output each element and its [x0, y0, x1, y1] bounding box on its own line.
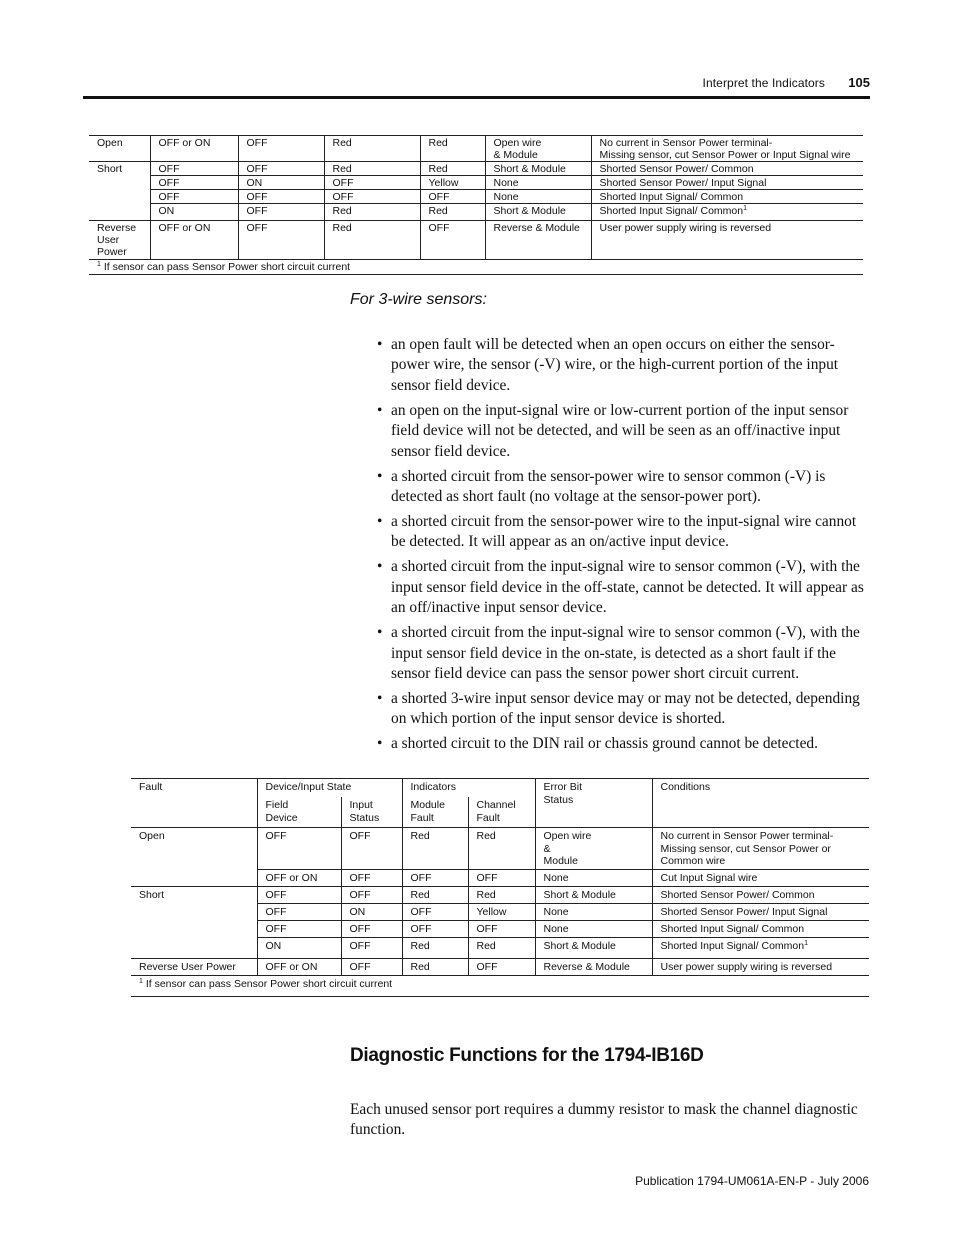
- footnote-mark: 1: [97, 261, 101, 268]
- body-paragraph: Each unused sensor port requires a dummy resistor to mask the channel diagnostic function.: [350, 1101, 858, 1139]
- table-cell: Short & Module: [535, 887, 652, 904]
- list-item: [377, 557, 872, 618]
- footnote-ref: 1: [804, 940, 808, 947]
- table-cell: ON: [341, 904, 402, 921]
- table-cell: Red: [402, 887, 468, 904]
- table-cell: ON: [150, 204, 238, 221]
- table-cell: User power supply wiring is reversed: [652, 959, 869, 976]
- table-cell: Short & Module: [485, 162, 591, 176]
- list-item-text: a shorted 3-wire input sensor device may or may not be detected, depending on which portion of the input sensor device is shorted.: [391, 690, 860, 728]
- footnote-mark: 1: [139, 978, 143, 985]
- header-error-bit-status: Error Bit Status: [535, 779, 652, 828]
- table-cell: OFF: [468, 921, 535, 938]
- header-indicators: Indicators: [402, 779, 535, 798]
- table-cell: ON: [238, 176, 324, 190]
- table-cell: No current in Sensor Power terminal- Missing sensor, cut Sensor Power or Common wire: [652, 828, 869, 870]
- table-cell: Red: [324, 204, 420, 221]
- header-rule: [83, 96, 870, 99]
- table-cell: Shorted Sensor Power/ Common: [591, 162, 863, 176]
- table-cell: Cut Input Signal wire: [652, 870, 869, 887]
- bullet-glyph: •: [377, 624, 383, 642]
- table-cell: Red: [324, 221, 420, 260]
- list-item-text: a shorted circuit from the sensor-power wire to the input-signal wire cannot be detected. It will appear as an on/active input device.: [391, 513, 857, 551]
- list-item: [377, 401, 872, 462]
- table-cell: OFF: [238, 162, 324, 176]
- table-cell: OFF or ON: [150, 221, 238, 260]
- list-item: [377, 512, 872, 553]
- bullet-glyph: •: [377, 467, 383, 485]
- table-cell: OFF: [420, 221, 485, 260]
- table-cell: Red: [324, 162, 420, 176]
- list-item: [377, 623, 872, 684]
- bullet-glyph: •: [377, 513, 383, 531]
- table-cell: None: [535, 921, 652, 938]
- table-cell: Yellow: [468, 904, 535, 921]
- list-item-text: a shorted circuit from the input-signal wire to sensor common (-V), with the input sensor field device in the off-state, cannot be detected. It will appear as an off/inactive input sensor device.: [391, 558, 864, 617]
- table-cell: Red: [468, 938, 535, 959]
- table-cell: OFF: [257, 887, 341, 904]
- page-header: [0, 72, 870, 92]
- table-footnote: [131, 976, 869, 997]
- table-cell: Short: [89, 162, 150, 221]
- table-cell: Red: [420, 162, 485, 176]
- table-cell: OFF: [420, 190, 485, 204]
- header-input-status: Input Status: [341, 797, 402, 828]
- table-cell: Reverse User Power: [89, 221, 150, 260]
- table-cell: OFF: [402, 870, 468, 887]
- bullet-glyph: •: [377, 336, 383, 353]
- table-cell: Open wire & Module: [485, 136, 591, 162]
- table-cell: OFF: [257, 904, 341, 921]
- table-cell: Red: [324, 136, 420, 162]
- table-cell: None: [485, 190, 591, 204]
- page-number: 105: [848, 75, 870, 90]
- table-cell: OFF: [324, 190, 420, 204]
- subheading: For 3-wire sensors:: [350, 291, 487, 308]
- table-cell: OFF: [341, 887, 402, 904]
- table-cell: Red: [468, 887, 535, 904]
- table-row: [89, 221, 863, 260]
- table-row: [89, 136, 863, 162]
- table-cell: OFF or ON: [257, 959, 341, 976]
- header-section-title: Interpret the Indicators: [702, 76, 825, 90]
- bullet-glyph: •: [377, 690, 383, 708]
- table-cell: Shorted Sensor Power/ Input Signal: [591, 176, 863, 190]
- header-channel-fault: Channel Fault: [468, 797, 535, 828]
- table-cell: OFF: [257, 828, 341, 870]
- table-cell: OFF: [468, 870, 535, 887]
- table-cell: Short & Module: [485, 204, 591, 221]
- table-cell: Reverse & Module: [535, 959, 652, 976]
- footnote-text: If sensor can pass Sensor Power short circuit current: [145, 978, 393, 990]
- table-cell: OFF: [341, 959, 402, 976]
- table-cell: Short: [131, 887, 257, 959]
- table-cell: Open: [89, 136, 150, 162]
- table-row: [131, 887, 869, 904]
- table-cell: Reverse User Power: [131, 959, 257, 976]
- table-cell: OFF or ON: [150, 136, 238, 162]
- table-cell: Shorted Sensor Power/ Input Signal: [652, 904, 869, 921]
- table-cell: OFF: [238, 204, 324, 221]
- table-cell: OFF: [341, 938, 402, 959]
- table-cell: OFF: [238, 190, 324, 204]
- bullet-glyph: •: [377, 558, 383, 576]
- list-item: [377, 689, 872, 730]
- table-cell: OFF: [150, 176, 238, 190]
- table-cell: OFF: [257, 921, 341, 938]
- table-row: [131, 828, 869, 870]
- list-item: [377, 467, 872, 508]
- table-cell: OFF: [468, 959, 535, 976]
- page-footer: Publication 1794-UM061A-EN-P - July 2006: [635, 1174, 869, 1188]
- table-cell: Red: [402, 959, 468, 976]
- list-item: [377, 734, 872, 754]
- table-row: [89, 204, 863, 221]
- header-fault: Fault: [131, 779, 257, 828]
- table-row: [89, 190, 863, 204]
- table-cell: Red: [420, 204, 485, 221]
- table-cell: OFF: [341, 870, 402, 887]
- table-cell: Red: [468, 828, 535, 870]
- table-cell: Shorted Input Signal/ Common: [591, 190, 863, 204]
- list-item-text: a shorted circuit to the DIN rail or chassis ground cannot be detected.: [391, 735, 818, 753]
- table-cell: OFF or ON: [257, 870, 341, 887]
- table-cell: Red: [420, 136, 485, 162]
- table-cell: User power supply wiring is reversed: [591, 221, 863, 260]
- table-cell: [652, 938, 869, 959]
- table-cell: OFF: [324, 176, 420, 190]
- table-cell: OFF: [150, 162, 238, 176]
- table-cell: Reverse & Module: [485, 221, 591, 260]
- table-header-row: [131, 779, 869, 798]
- table-cell: OFF: [238, 221, 324, 260]
- footnote-ref: 1: [743, 205, 747, 212]
- table-row: [89, 176, 863, 190]
- list-item-text: a shorted circuit from the input-signal wire to sensor common (-V), with the input sensor field device in the on-state, is detected as a short fault if the sensor field device can pass the sensor power short circuit current.: [391, 624, 860, 683]
- list-item: [377, 335, 872, 396]
- table-cell: Red: [402, 828, 468, 870]
- table-cell: Short & Module: [535, 938, 652, 959]
- table-cell: None: [485, 176, 591, 190]
- section-heading: Diagnostic Functions for the 1794-IB16D: [350, 1045, 704, 1066]
- list-item-text: an open on the input-signal wire or low-current portion of the input sensor field device will not be detected, and will be seen as an off/inactive input sensor field device.: [391, 401, 849, 460]
- table-cell: Shorted Sensor Power/ Common: [652, 887, 869, 904]
- table-cell: Yellow: [420, 176, 485, 190]
- table-footnote-row: [89, 260, 863, 275]
- bullet-list: [377, 335, 872, 759]
- table-footnote-row: [131, 976, 869, 997]
- three-wire-fault-table: [131, 778, 869, 997]
- header-conditions: Conditions: [652, 779, 869, 828]
- table-cell: OFF: [150, 190, 238, 204]
- fault-table-continued: [89, 135, 863, 275]
- header-module-fault: Module Fault: [402, 797, 468, 828]
- table-cell: Open: [131, 828, 257, 887]
- table-cell: Red: [402, 938, 468, 959]
- cell-text: Shorted Input Signal/ Common: [660, 940, 805, 952]
- table-cell: OFF: [341, 921, 402, 938]
- bullet-glyph: •: [377, 735, 383, 753]
- table-cell: No current in Sensor Power terminal- Missing sensor, cut Sensor Power or Input Signal wire: [591, 136, 863, 162]
- list-item-text: an open fault will be detected when an open occurs on either the sensor-power wire, the sensor (-V) wire, or the high-current portion of the input sensor field device.: [391, 336, 839, 394]
- table-cell: OFF: [402, 921, 468, 938]
- table-row: [131, 959, 869, 976]
- table-cell: None: [535, 870, 652, 887]
- header-device-input-state: Device/Input State: [257, 779, 402, 798]
- table-row: [89, 162, 863, 176]
- table-cell: OFF: [402, 904, 468, 921]
- cell-text: Shorted Input Signal/ Common: [599, 205, 744, 217]
- table-cell: ON: [257, 938, 341, 959]
- table-cell: OFF: [238, 136, 324, 162]
- list-item-text: a shorted circuit from the sensor-power wire to sensor common (-V) is detected as short fault (no voltage at the sensor-power port).: [391, 467, 826, 506]
- table-cell: Open wire & Module: [535, 828, 652, 870]
- table-cell: Shorted Input Signal/ Common: [652, 921, 869, 938]
- table-footnote: [89, 260, 863, 275]
- header-field-device: Field Device: [257, 797, 341, 828]
- bullet-glyph: •: [377, 401, 383, 419]
- table-cell: OFF: [341, 828, 402, 870]
- table-cell: [591, 204, 863, 221]
- table-cell: None: [535, 904, 652, 921]
- footnote-text: If sensor can pass Sensor Power short circuit current: [103, 261, 351, 273]
